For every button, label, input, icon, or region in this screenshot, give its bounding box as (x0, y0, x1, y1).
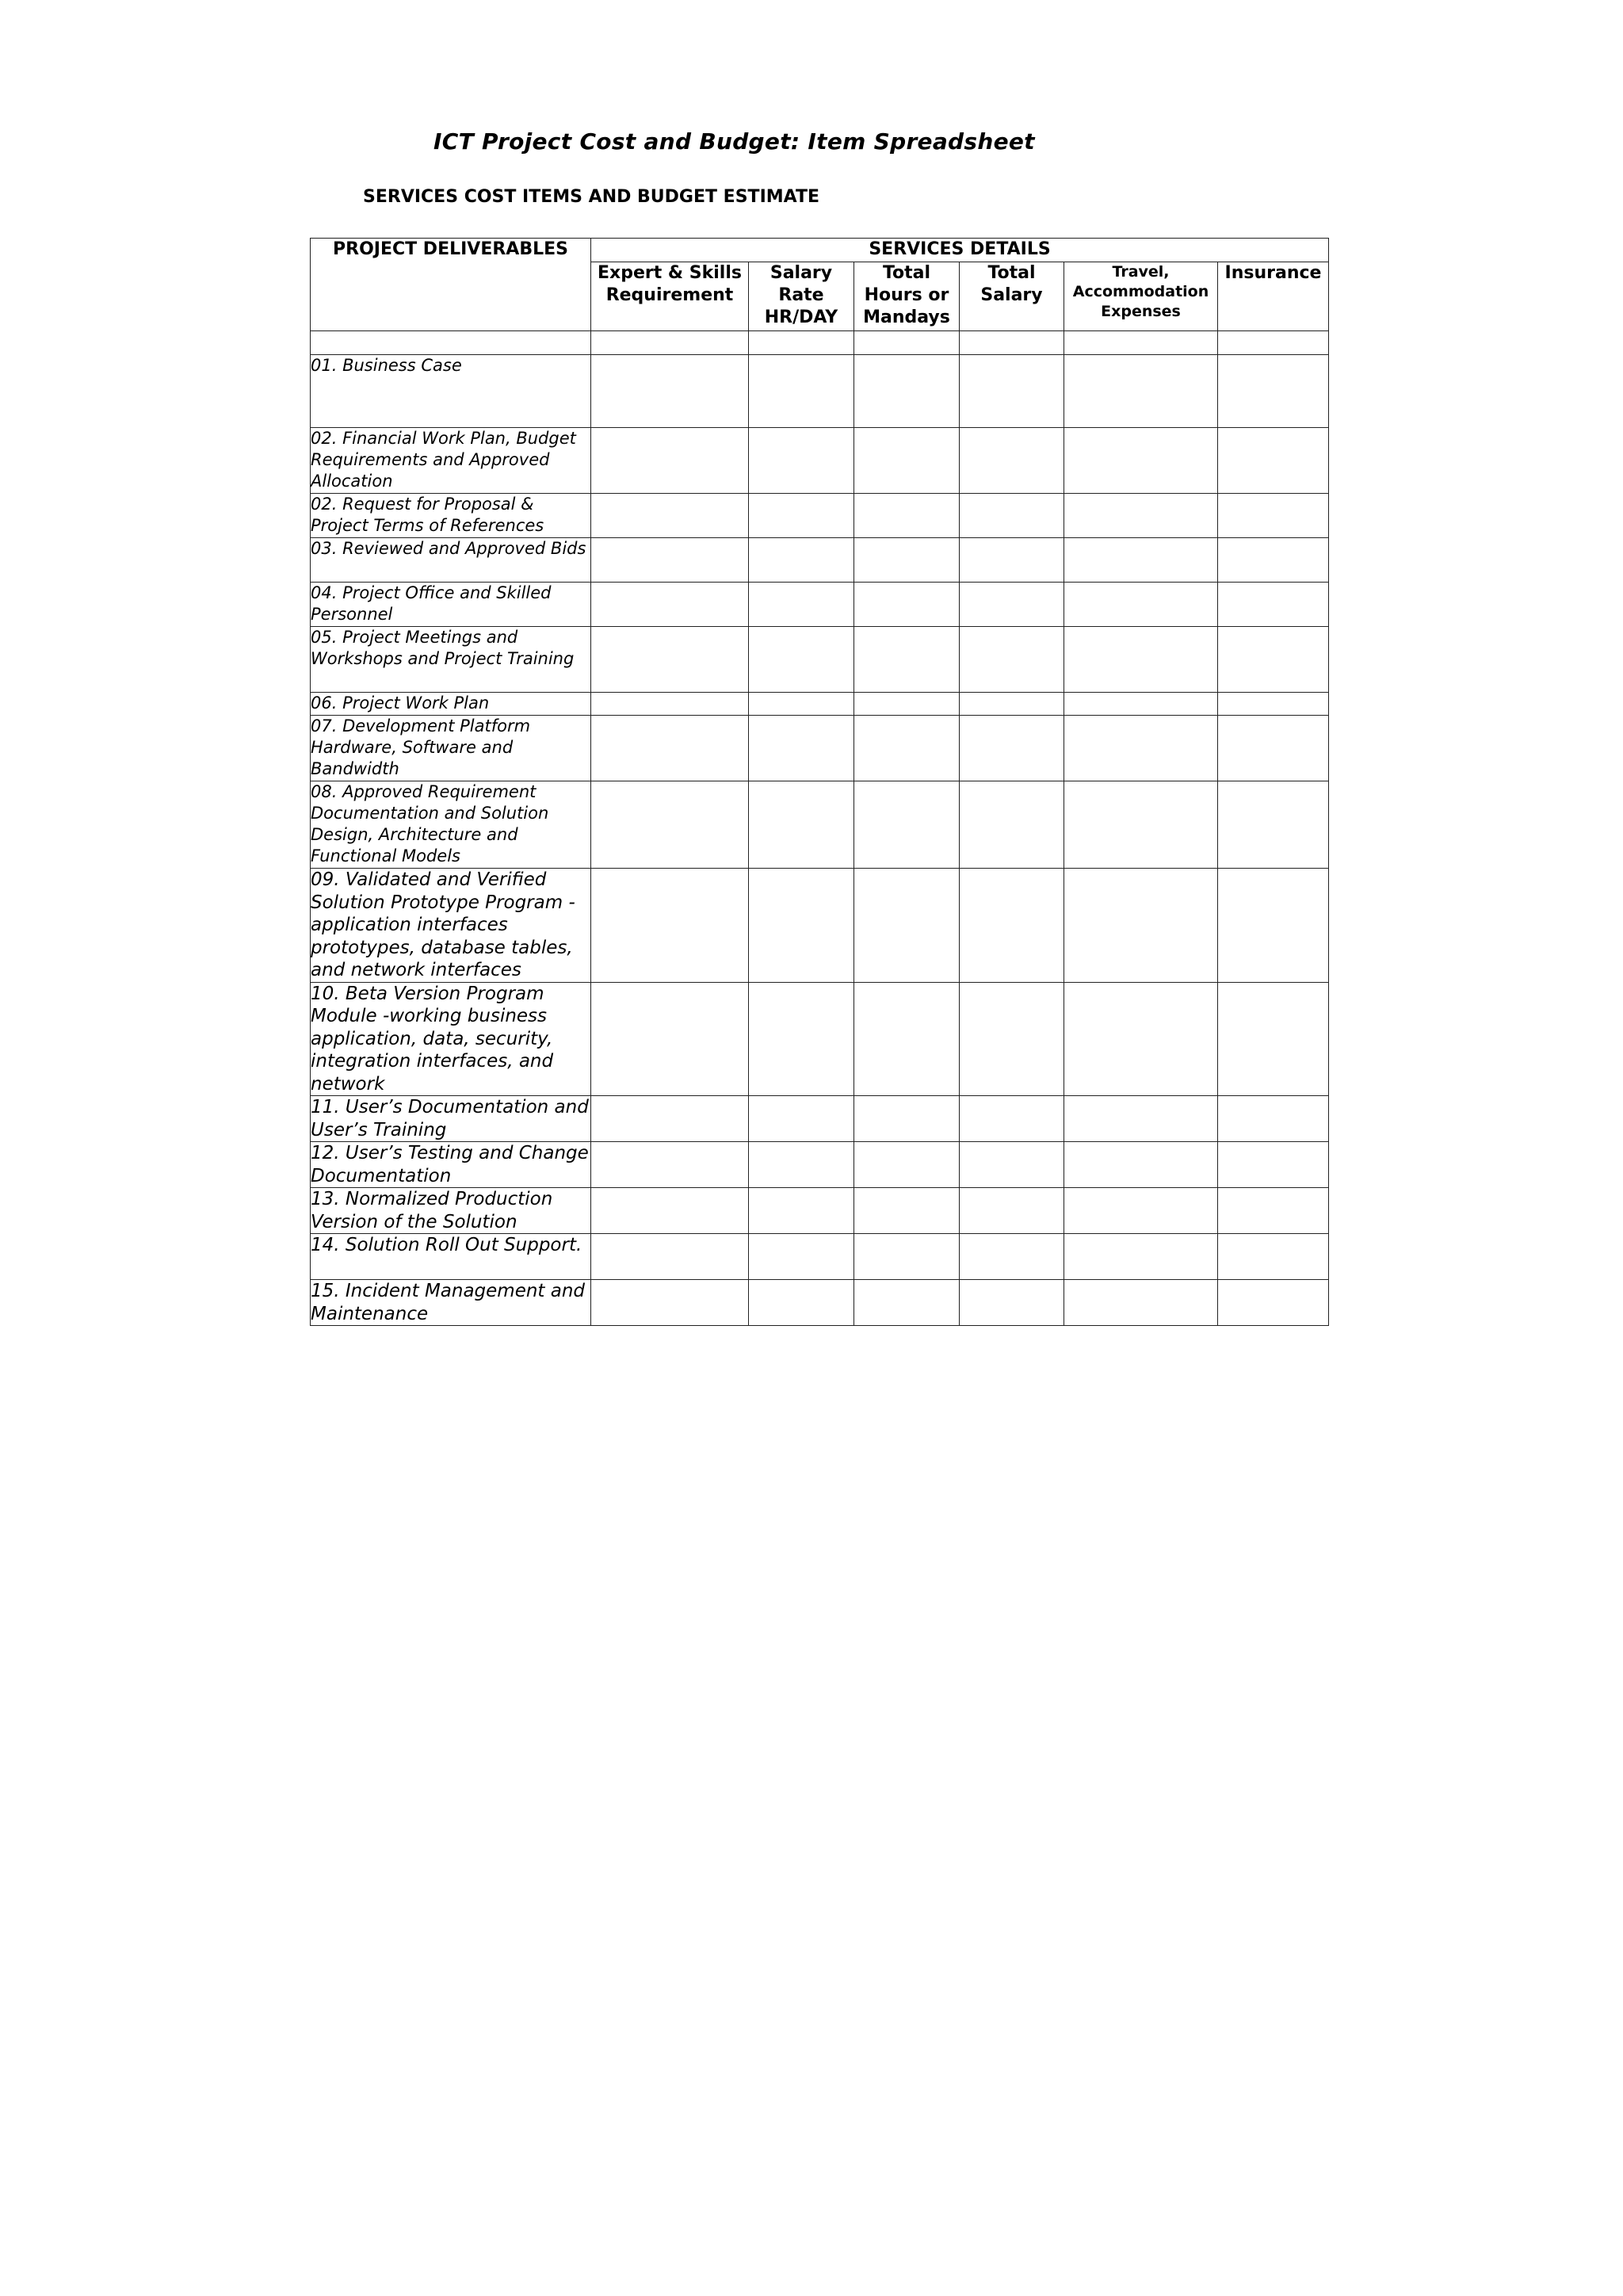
deliverable-label: 07. Development Platform Hardware, Software and Bandwidth (311, 716, 531, 778)
table-row (311, 627, 1329, 693)
deliverable-label: 15. Incident Management and Maintenance (311, 1281, 586, 1324)
table-row (311, 1234, 1329, 1280)
deliverable-label: 13. Normalized Production Version of the Solution (311, 1189, 553, 1232)
deliverable-label: 03. Reviewed and Approved Bids (311, 539, 586, 558)
header-deliverables: PROJECT DELIVERABLES (311, 239, 591, 331)
table-row (311, 716, 1329, 781)
table-row (311, 1188, 1329, 1234)
section-subtitle: SERVICES COST ITEMS AND BUDGET ESTIMATE (363, 187, 819, 207)
header-total-hours: Total Hours or Mandays (854, 262, 960, 331)
header-insurance: Insurance (1218, 262, 1329, 331)
header-expert: Expert & Skills Requirement (591, 262, 749, 331)
table-row (311, 982, 1329, 1096)
table-row (311, 1096, 1329, 1142)
table-row (311, 494, 1329, 538)
deliverable-label: 05. Project Meetings and Workshops and Project Training (311, 628, 575, 668)
header-services-details: SERVICES DETAILS (591, 239, 1329, 262)
table-row (311, 781, 1329, 869)
header-salary-rate: Salary Rate HR/DAY (749, 262, 854, 331)
deliverable-label: 02. Financial Work Plan, Budget Requirements and Approved Allocation (311, 429, 576, 491)
table-row (311, 1280, 1329, 1326)
deliverable-label: 02. Request for Proposal & Project Terms of References (311, 495, 544, 535)
table-row (311, 428, 1329, 494)
budget-table (310, 238, 1329, 1326)
table-row (311, 583, 1329, 627)
header-total-salary: Total Salary (960, 262, 1064, 331)
table-row-blank (311, 331, 1329, 355)
table-row (311, 693, 1329, 716)
deliverable-label: 12. User’s Testing and Change Documentation (311, 1143, 589, 1186)
deliverable-label: 10. Beta Version Program Module -working business application, data, security, integration interfaces, and network (311, 983, 554, 1095)
page-title: ICT Project Cost and Budget: Item Spreadsheet (433, 128, 1035, 155)
header-travel: Travel, Accommodation Expenses (1064, 262, 1218, 331)
deliverable-label: 08. Approved Requirement Documentation and Solution Design, Architecture and Functional Models (311, 782, 549, 865)
table-row (311, 355, 1329, 428)
deliverable-label: 04. Project Office and Skilled Personnel (311, 583, 552, 624)
table-row (311, 869, 1329, 983)
deliverable-label: 09. Validated and Verified Solution Prototype Program - application interfaces prototypes, database tables, and network interfaces (311, 869, 575, 980)
table-row (311, 1142, 1329, 1188)
table-row (311, 538, 1329, 583)
deliverable-label: 06. Project Work Plan (311, 693, 490, 712)
deliverable-label: 11. User’s Documentation and User’s Training (311, 1097, 589, 1140)
deliverable-label: 01. Business Case (311, 356, 462, 375)
deliverable-label: 14. Solution Roll Out Support. (311, 1235, 582, 1255)
